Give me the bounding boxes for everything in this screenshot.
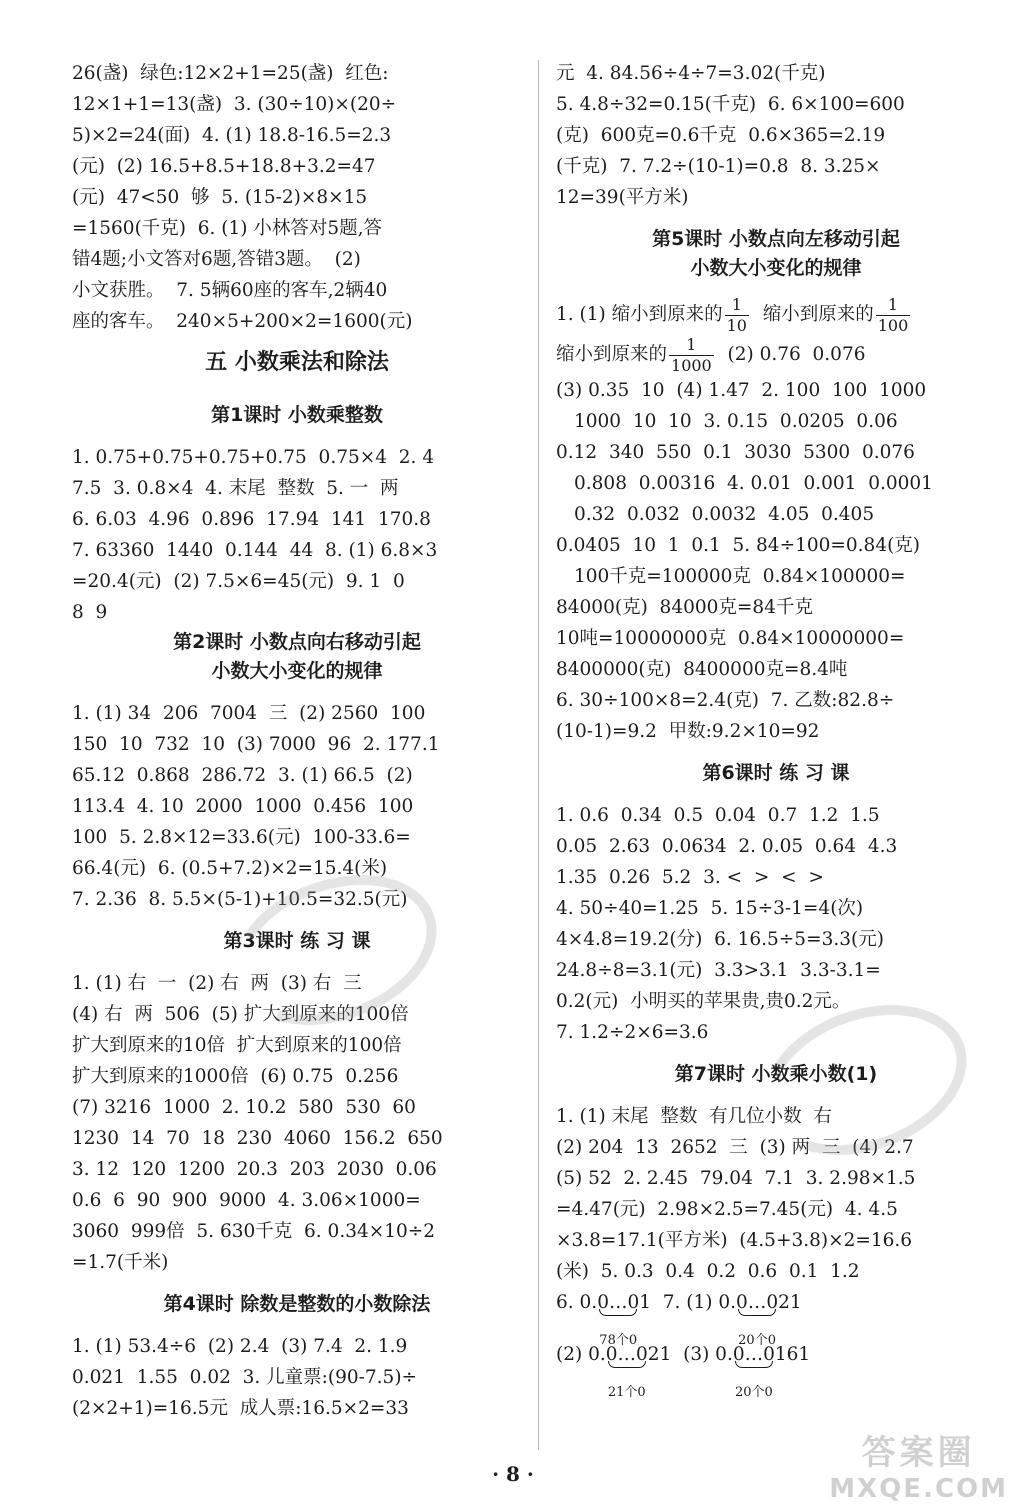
chapter-title: 五 小数乘法和除法 xyxy=(205,350,389,375)
text-line: 113.4 4. 10 2000 1000 0.456 100 xyxy=(72,796,414,817)
section-lesson-6 xyxy=(556,759,996,1048)
text-line: 扩大到原来的10倍 扩大到原来的100倍 xyxy=(72,1035,402,1056)
text-line: =4.47(元) 2.98×2.5=7.45(元) 4. 4.5 xyxy=(556,1199,898,1220)
fraction-numerator: 1 xyxy=(725,297,749,316)
text-line: 0.021 1.55 0.02 3. 儿童票:(90-7.5)÷ xyxy=(72,1367,418,1388)
text-line: 3060 999倍 5. 630千克 6. 0.34×10÷2 xyxy=(72,1221,436,1242)
text-line: 1. (1) 53.4÷6 (2) 2.4 (3) 7.4 2. 1.9 xyxy=(72,1336,408,1357)
fraction-one-thousandth xyxy=(669,334,714,375)
text-line: 小文获胜。 7. 5辆60座的客车,2辆40 xyxy=(72,280,388,301)
text-line: 26(盏) 绿色:12×2+1=25(盏) 红色: xyxy=(72,63,389,84)
text-line: (克) 600克=0.6千克 0.6×365=2.19 xyxy=(556,125,886,146)
watermark-logo xyxy=(829,1425,1008,1504)
text-line: 7. 63360 1440 0.144 44 8. (1) 6.8×3 xyxy=(72,540,438,561)
text-line: 元 4. 84.56÷4÷7=3.02(千克) xyxy=(556,63,826,84)
brace-line-prefix: 6. 0. xyxy=(556,1292,598,1313)
text-line: (2×2+1)=16.5元 成人票:16.5×2=33 xyxy=(72,1398,409,1419)
brace-digits: 0…0 xyxy=(736,1292,779,1313)
text-line: 65.12 0.868 286.72 3. (1) 66.5 (2) xyxy=(72,765,413,786)
brace-line-tail: 1 7. (1) 0. xyxy=(639,1292,737,1313)
section-title: 第2课时 小数点向右移动引起 xyxy=(173,631,421,653)
brace-answer-line xyxy=(556,1287,996,1348)
section-title: 第1课时 小数乘整数 xyxy=(211,404,383,426)
section-lesson-1 xyxy=(72,401,522,628)
section-title: 第7课时 小数乘小数(1) xyxy=(674,1063,878,1085)
brace-line-tail: 21 xyxy=(778,1292,802,1313)
underbrace xyxy=(736,1287,779,1348)
text-line: 150 10 732 10 (3) 7000 96 2. 177.1 xyxy=(72,734,440,755)
brace-line-tail: 161 xyxy=(774,1344,811,1365)
text-line: 0.32 0.032 0.0032 4.05 0.405 xyxy=(574,504,875,525)
underbrace-label: 78个0 xyxy=(599,1333,638,1348)
text-line: 座的客车。 240×5+200×2=1600(元) xyxy=(72,311,413,332)
brace-digits: 0…0 xyxy=(605,1344,648,1365)
section-title: 第5课时 小数点向左移动引起 xyxy=(652,228,900,250)
text-line: 0.6 6 90 900 9000 4. 3.06×1000= xyxy=(72,1190,421,1211)
fraction-denominator: 1000 xyxy=(671,355,712,375)
fraction-one-tenth xyxy=(725,294,749,335)
underbrace-label: 21个0 xyxy=(607,1385,646,1400)
text-line: 6. 6.03 4.96 0.896 17.94 141 170.8 xyxy=(72,509,431,530)
text-line: 7. 2.36 8. 5.5×(5-1)+10.5=32.5(元) xyxy=(72,889,408,910)
text-line: 84000(克) 84000克=84千克 xyxy=(556,597,813,618)
text-line: 扩大到原来的1000倍 (6) 0.75 0.256 xyxy=(72,1066,399,1087)
text-line: 7.5 3. 0.8×4 4. 末尾 整数 5. 一 两 xyxy=(72,478,399,499)
right-intro xyxy=(556,58,996,213)
text-line: 0.05 2.63 0.0634 2. 0.05 0.64 4.3 xyxy=(556,836,898,857)
text-line: 1.35 0.26 5.2 3. < > < > xyxy=(556,867,824,888)
fraction-line xyxy=(556,335,996,375)
section-title-line-2: 小数大小变化的规律 xyxy=(690,257,862,279)
text-line: 100 5. 2.8×12=33.6(元) 100-33.6= xyxy=(72,827,411,848)
text-line: (10-1)=9.2 甲数:9.2×10=92 xyxy=(556,721,820,742)
text-line: 10吨=10000000克 0.84×10000000= xyxy=(556,628,905,649)
text-line: =20.4(元) (2) 7.5×6=45(元) 9. 1 0 xyxy=(72,571,405,592)
text-line: 4. 50÷40=1.25 5. 15÷3-1=4(次) xyxy=(556,898,864,919)
underbrace-curve xyxy=(608,1361,646,1368)
text-line: =1.7(千米) xyxy=(72,1252,169,1273)
underbrace-label: 20个0 xyxy=(734,1385,773,1400)
column-divider xyxy=(538,60,539,1450)
fraction-line-mid: 缩小到原来的 xyxy=(750,304,874,325)
text-line: (4) 右 两 506 (5) 扩大到原来的100倍 xyxy=(72,1004,409,1025)
text-line: 5)×2=24(面) 4. (1) 18.8-16.5=2.3 xyxy=(72,125,392,146)
text-line: 0.12 340 550 0.1 3030 5300 0.076 xyxy=(556,442,915,463)
section-lesson-4 xyxy=(72,1290,522,1424)
underbrace-curve xyxy=(735,1361,773,1368)
text-line: =1560(千克) 6. (1) 小林答对5题,答 xyxy=(72,218,383,239)
fraction-line-suffix: (2) 0.76 0.076 xyxy=(715,344,866,365)
text-line: 24.8÷8=3.1(元) 3.3>3.1 3.3-3.1= xyxy=(556,960,881,981)
text-line: 0.2(元) 小明买的苹果贵,贵0.2元。 xyxy=(556,991,851,1012)
brace-line-tail: 21 (3) 0. xyxy=(647,1344,733,1365)
section-title-line-2: 小数大小变化的规律 xyxy=(211,660,383,682)
underbrace-label: 20个0 xyxy=(738,1333,776,1348)
brace-digits: 0…0 xyxy=(732,1344,775,1365)
text-line: (2) 204 13 2652 三 (3) 两 三 (4) 2.7 xyxy=(556,1137,914,1158)
text-line: 100千克=100000克 0.84×100000= xyxy=(574,566,906,587)
section-lesson-5 xyxy=(556,225,996,747)
text-line: (元) 47<50 够 5. (15-2)×8×15 xyxy=(72,187,368,208)
text-line: ×3.8=17.1(平方米) (4.5+3.8)×2=16.6 xyxy=(556,1230,913,1251)
text-line: (元) (2) 16.5+8.5+18.8+3.2=47 xyxy=(72,156,376,177)
text-line: 1000 10 10 3. 0.15 0.0205 0.06 xyxy=(574,411,898,432)
text-line: 1. (1) 末尾 整数 有几位小数 右 xyxy=(556,1106,832,1127)
text-line: 12×1+1=13(盏) 3. (30÷10)×(20÷ xyxy=(72,94,397,115)
text-line: 66.4(元) 6. (0.5+7.2)×2=15.4(米) xyxy=(72,858,388,879)
fraction-denominator: 100 xyxy=(877,315,909,335)
fraction-line-prefix: 1. (1) 缩小到原来的 xyxy=(556,304,723,325)
underbrace-curve xyxy=(738,1309,776,1316)
text-line: 7. 1.2÷2×6=3.6 xyxy=(556,1022,709,1043)
fraction-line xyxy=(556,295,996,335)
underbrace xyxy=(597,1287,640,1348)
left-intro xyxy=(72,58,522,337)
text-line: 错4题;小文答对6题,答错3题。 (2) xyxy=(72,249,361,270)
text-line: 1. (1) 34 206 7004 三 (2) 2560 100 xyxy=(72,703,426,724)
fraction-numerator: 1 xyxy=(876,297,911,316)
text-line: 12=39(平方米) xyxy=(556,187,689,208)
text-line: (米) 5. 0.3 0.4 0.2 0.6 0.1 1.2 xyxy=(556,1261,860,1282)
right-column xyxy=(556,58,996,1400)
text-line: 3. 12 120 1200 20.3 203 2030 0.06 xyxy=(72,1159,437,1180)
underbrace-curve xyxy=(599,1309,637,1316)
text-line: (5) 52 2. 2.45 79.04 7.1 3. 2.98×1.5 xyxy=(556,1168,916,1189)
brace-line-prefix: (2) 0. xyxy=(556,1344,606,1365)
text-line: 8400000(克) 8400000克=8.4吨 xyxy=(556,659,848,680)
fraction-line-prefix: 缩小到原来的 xyxy=(556,344,668,365)
text-line: 1. (1) 右 一 (2) 右 两 (3) 右 三 xyxy=(72,973,362,994)
fraction-denominator: 10 xyxy=(726,315,747,335)
text-line: 8 9 xyxy=(72,602,108,623)
section-title: 第6课时 练 习 课 xyxy=(702,762,850,784)
section-lesson-2 xyxy=(72,628,522,915)
section-title: 第3课时 练 习 课 xyxy=(223,930,371,952)
text-line: 5. 4.8÷32=0.15(千克) 6. 6×100=600 xyxy=(556,94,905,115)
text-line: 0.0405 10 1 0.1 5. 84÷100=0.84(克) xyxy=(556,535,921,556)
text-line: 0.808 0.00316 4. 0.01 0.001 0.0001 xyxy=(574,473,933,494)
left-column xyxy=(72,58,522,1424)
text-line: 1. 0.75+0.75+0.75+0.75 0.75×4 2. 4 xyxy=(72,447,435,468)
text-line: 4×4.8=19.2(分) 6. 16.5÷5=3.3(元) xyxy=(556,929,884,950)
text-line: 1. 0.6 0.34 0.5 0.04 0.7 1.2 1.5 xyxy=(556,805,880,826)
brace-digits: 0…0 xyxy=(597,1292,640,1313)
text-line: (3) 0.35 10 (4) 1.47 2. 100 100 1000 xyxy=(556,380,927,401)
fraction-one-hundredth xyxy=(876,294,911,335)
text-line: (7) 3216 1000 2. 10.2 580 530 60 xyxy=(72,1097,416,1118)
fraction-numerator: 1 xyxy=(669,337,714,356)
text-line: 1230 14 70 18 230 4060 156.2 650 xyxy=(72,1128,443,1149)
watermark-url: MXQE.COM xyxy=(829,1474,1008,1504)
section-title: 第4课时 除数是整数的小数除法 xyxy=(163,1293,431,1315)
underbrace xyxy=(732,1339,775,1400)
text-line: (千克) 7. 7.2÷(10-1)=0.8 8. 3.25× xyxy=(556,156,881,177)
watermark-text: 答案圈 xyxy=(861,1433,976,1473)
page-number: · 8 · xyxy=(492,1462,534,1486)
text-line: 6. 30÷100×8=2.4(克) 7. 乙数:82.8÷ xyxy=(556,690,895,711)
